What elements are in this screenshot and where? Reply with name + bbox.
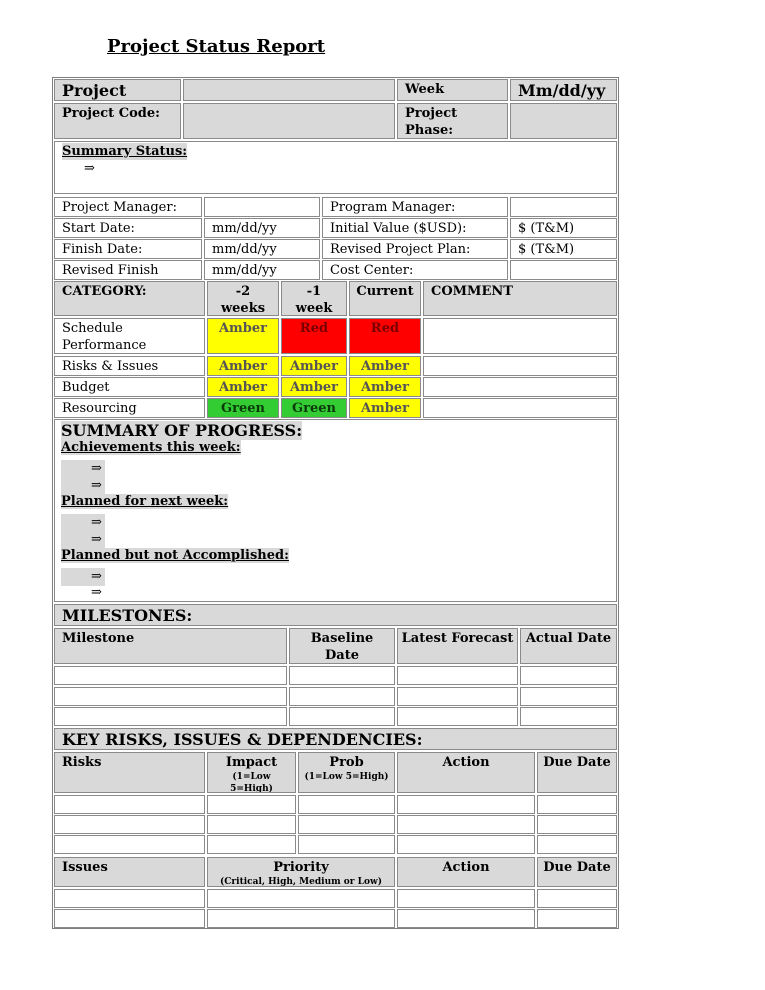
risk-cell[interactable] bbox=[397, 835, 535, 854]
risk-cell[interactable] bbox=[207, 835, 296, 854]
col-priority: Priority (Critical, High, Medium or Low) bbox=[207, 857, 395, 887]
status-cell[interactable]: Green bbox=[281, 398, 347, 418]
project-code-field[interactable] bbox=[183, 103, 395, 139]
cost-center-field[interactable] bbox=[510, 260, 617, 280]
milestone-cell[interactable] bbox=[289, 666, 395, 685]
risk-cell[interactable] bbox=[537, 795, 617, 814]
start-date-label: Start Date: bbox=[54, 218, 202, 238]
initial-value-field[interactable]: $ (T&M) bbox=[510, 218, 617, 238]
status-cell[interactable]: Amber bbox=[207, 318, 279, 354]
status-cell[interactable]: Amber bbox=[281, 356, 347, 376]
col-action: Action bbox=[397, 752, 535, 793]
status-cell[interactable]: Amber bbox=[349, 377, 421, 397]
arrow-icon: ⇒ bbox=[91, 585, 102, 600]
col-risks: Risks bbox=[54, 752, 205, 793]
issue-cell[interactable] bbox=[54, 909, 205, 928]
initial-value-label: Initial Value ($USD): bbox=[322, 218, 508, 238]
col-actual: Actual Date bbox=[520, 628, 617, 664]
milestone-cell[interactable] bbox=[520, 707, 617, 726]
milestone-cell[interactable] bbox=[397, 666, 518, 685]
arrow-icon: ⇒ bbox=[61, 460, 105, 478]
risk-cell[interactable] bbox=[207, 815, 296, 834]
category-row-schedule: Schedule Performance bbox=[54, 318, 205, 354]
risk-cell[interactable] bbox=[54, 815, 205, 834]
arrow-icon: ⇒ bbox=[61, 531, 105, 549]
risks-header: KEY RISKS, ISSUES & DEPENDENCIES: bbox=[54, 728, 617, 750]
achievements-label: Achievements this week: bbox=[61, 440, 241, 455]
risk-cell[interactable] bbox=[537, 835, 617, 854]
category-row-resourcing: Resourcing bbox=[54, 398, 205, 418]
issue-cell[interactable] bbox=[397, 909, 535, 928]
milestone-cell[interactable] bbox=[397, 707, 518, 726]
revised-plan-field[interactable]: $ (T&M) bbox=[510, 239, 617, 259]
project-manager-field[interactable] bbox=[204, 197, 320, 217]
project-phase-field[interactable] bbox=[510, 103, 617, 139]
category-row-budget: Budget bbox=[54, 377, 205, 397]
revised-finish-field[interactable]: mm/dd/yy bbox=[204, 260, 320, 280]
finish-date-label: Finish Date: bbox=[54, 239, 202, 259]
summary-status-label: Summary Status: bbox=[62, 144, 188, 159]
col-minus2-header: -2 weeks bbox=[207, 281, 279, 316]
col-forecast: Latest Forecast bbox=[397, 628, 518, 664]
milestone-cell[interactable] bbox=[54, 687, 287, 706]
comment-cell[interactable] bbox=[423, 377, 617, 397]
project-name-label: Project bbox=[54, 79, 181, 101]
milestone-cell[interactable] bbox=[289, 687, 395, 706]
finish-date-field[interactable]: mm/dd/yy bbox=[204, 239, 320, 259]
program-manager-label: Program Manager: bbox=[322, 197, 508, 217]
project-manager-label: Project Manager: bbox=[54, 197, 202, 217]
col-minus1-header: -1 week bbox=[281, 281, 347, 316]
col-due-date-issues: Due Date bbox=[537, 857, 617, 887]
status-cell[interactable]: Green bbox=[207, 398, 279, 418]
risk-cell[interactable] bbox=[537, 815, 617, 834]
issue-cell[interactable] bbox=[54, 889, 205, 908]
revised-finish-label: Revised Finish bbox=[54, 260, 202, 280]
planned-label: Planned for next week: bbox=[61, 494, 229, 509]
week-ending-label: Week bbox=[397, 79, 508, 101]
status-cell[interactable]: Amber bbox=[349, 356, 421, 376]
issue-cell[interactable] bbox=[537, 889, 617, 908]
col-baseline: Baseline Date bbox=[289, 628, 395, 664]
start-date-field[interactable]: mm/dd/yy bbox=[204, 218, 320, 238]
project-code-label: Project Code: bbox=[54, 103, 181, 139]
category-row-risks: Risks & Issues bbox=[54, 356, 205, 376]
issue-cell[interactable] bbox=[207, 909, 395, 928]
status-cell[interactable]: Amber bbox=[349, 398, 421, 418]
status-cell[interactable]: Amber bbox=[281, 377, 347, 397]
milestone-cell[interactable] bbox=[289, 707, 395, 726]
arrow-icon: ⇒ bbox=[61, 568, 105, 586]
arrow-icon: ⇒ bbox=[61, 514, 105, 532]
risk-cell[interactable] bbox=[207, 795, 296, 814]
revised-plan-label: Revised Project Plan: bbox=[322, 239, 508, 259]
category-header: CATEGORY: bbox=[54, 281, 205, 316]
arrow-icon: ⇒ bbox=[61, 477, 105, 495]
cost-center-label: Cost Center: bbox=[322, 260, 508, 280]
not-accomplished-label: Planned but not Accomplished: bbox=[61, 548, 289, 563]
status-cell[interactable]: Amber bbox=[207, 377, 279, 397]
risk-cell[interactable] bbox=[298, 815, 395, 834]
risk-cell[interactable] bbox=[298, 795, 395, 814]
milestone-cell[interactable] bbox=[54, 666, 287, 685]
risk-cell[interactable] bbox=[54, 795, 205, 814]
risk-cell[interactable] bbox=[54, 835, 205, 854]
col-action-issues: Action bbox=[397, 857, 535, 887]
col-prob: Prob (1=Low 5=High) bbox=[298, 752, 395, 793]
issue-cell[interactable] bbox=[397, 889, 535, 908]
status-cell[interactable]: Red bbox=[349, 318, 421, 354]
comment-cell[interactable] bbox=[423, 356, 617, 376]
risk-cell[interactable] bbox=[397, 815, 535, 834]
risk-cell[interactable] bbox=[397, 795, 535, 814]
summary-status-box bbox=[54, 141, 617, 194]
status-cell[interactable]: Amber bbox=[207, 356, 279, 376]
page-title: Project Status Report bbox=[107, 36, 326, 57]
milestone-cell[interactable] bbox=[520, 666, 617, 685]
issue-cell[interactable] bbox=[207, 889, 395, 908]
status-cell[interactable]: Red bbox=[281, 318, 347, 354]
col-current-header: Current bbox=[349, 281, 421, 316]
issue-cell[interactable] bbox=[537, 909, 617, 928]
project-phase-label: Project Phase: bbox=[397, 103, 508, 139]
col-milestone: Milestone bbox=[54, 628, 287, 664]
project-name-field[interactable] bbox=[183, 79, 395, 101]
comment-cell[interactable] bbox=[423, 398, 617, 418]
col-issues: Issues bbox=[54, 857, 205, 887]
program-manager-field[interactable] bbox=[510, 197, 617, 217]
comment-cell[interactable] bbox=[423, 318, 617, 354]
risk-cell[interactable] bbox=[298, 835, 395, 854]
col-impact: Impact (1=Low 5=High) bbox=[207, 752, 296, 793]
progress-header: SUMMARY OF PROGRESS: bbox=[61, 421, 303, 440]
milestones-header: MILESTONES: bbox=[54, 604, 617, 626]
week-ending-value[interactable]: Mm/dd/yy bbox=[510, 79, 617, 101]
milestone-cell[interactable] bbox=[397, 687, 518, 706]
col-due-date: Due Date bbox=[537, 752, 617, 793]
milestone-cell[interactable] bbox=[54, 707, 287, 726]
arrow-icon: ⇒ bbox=[84, 161, 95, 176]
milestone-cell[interactable] bbox=[520, 687, 617, 706]
col-comment-header: COMMENT bbox=[423, 281, 617, 316]
